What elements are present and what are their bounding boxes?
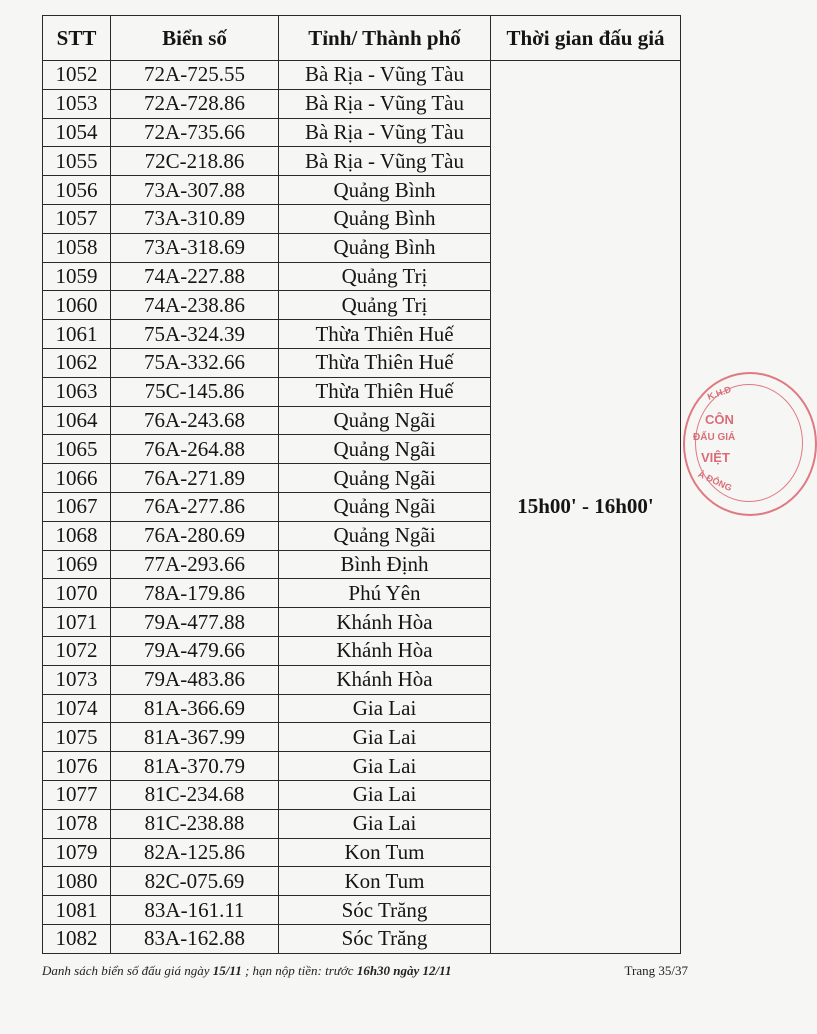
header-province: Tỉnh/ Thành phố	[279, 16, 491, 61]
row-stt: 1055	[43, 147, 111, 176]
row-stt: 1068	[43, 521, 111, 550]
row-plate: 72A-735.66	[111, 118, 279, 147]
row-stt: 1063	[43, 377, 111, 406]
row-stt: 1057	[43, 204, 111, 233]
row-province: Gia Lai	[279, 780, 491, 809]
row-province: Khánh Hòa	[279, 636, 491, 665]
row-province: Thừa Thiên Huế	[279, 348, 491, 377]
row-plate: 76A-271.89	[111, 464, 279, 493]
row-plate: 75C-145.86	[111, 377, 279, 406]
row-plate: 81C-234.68	[111, 780, 279, 809]
row-stt: 1080	[43, 867, 111, 896]
row-province: Phú Yên	[279, 579, 491, 608]
row-stt: 1062	[43, 348, 111, 377]
footer-note	[42, 963, 451, 979]
row-stt: 1071	[43, 608, 111, 637]
row-plate: 75A-332.66	[111, 348, 279, 377]
row-stt: 1077	[43, 780, 111, 809]
row-stt: 1060	[43, 291, 111, 320]
header-auction-time: Thời gian đấu giá	[491, 16, 681, 61]
row-stt: 1078	[43, 809, 111, 838]
row-province: Gia Lai	[279, 694, 491, 723]
row-province: Sóc Trăng	[279, 924, 491, 953]
row-province: Gia Lai	[279, 723, 491, 752]
row-province: Quảng Bình	[279, 233, 491, 262]
row-stt: 1081	[43, 896, 111, 925]
row-stt: 1066	[43, 464, 111, 493]
row-province: Quảng Ngãi	[279, 435, 491, 464]
row-province: Gia Lai	[279, 752, 491, 781]
stamp-text: VIỆT	[701, 450, 730, 465]
row-plate: 81C-238.88	[111, 809, 279, 838]
table-header-row	[43, 16, 681, 61]
row-province: Bà Rịa - Vũng Tàu	[279, 89, 491, 118]
row-plate: 83A-161.11	[111, 896, 279, 925]
row-plate: 81A-366.69	[111, 694, 279, 723]
row-plate: 72A-725.55	[111, 61, 279, 90]
row-plate: 81A-367.99	[111, 723, 279, 752]
stamp-text: CÔN	[705, 412, 734, 427]
row-stt: 1073	[43, 665, 111, 694]
row-plate: 78A-179.86	[111, 579, 279, 608]
row-stt: 1069	[43, 550, 111, 579]
row-province: Quảng Bình	[279, 204, 491, 233]
row-stt: 1070	[43, 579, 111, 608]
row-province: Bà Rịa - Vũng Tàu	[279, 118, 491, 147]
row-province: Kon Tum	[279, 867, 491, 896]
row-stt: 1058	[43, 233, 111, 262]
row-province: Quảng Trị	[279, 291, 491, 320]
row-plate: 76A-243.68	[111, 406, 279, 435]
row-stt: 1061	[43, 320, 111, 349]
row-plate: 76A-280.69	[111, 521, 279, 550]
row-plate: 74A-227.88	[111, 262, 279, 291]
plates-table	[42, 15, 681, 954]
stamp-text: K.H.Đ	[706, 384, 733, 402]
row-plate: 73A-310.89	[111, 204, 279, 233]
stamp-text: À ĐÔNG	[696, 468, 734, 494]
row-province: Sóc Trăng	[279, 896, 491, 925]
row-province: Quảng Ngãi	[279, 464, 491, 493]
footer-deadline: 16h30 ngày 12/11	[356, 963, 452, 978]
header-stt: STT	[43, 16, 111, 61]
row-province: Bình Định	[279, 550, 491, 579]
header-plate: Biển số	[111, 16, 279, 61]
row-province: Quảng Trị	[279, 262, 491, 291]
row-province: Bà Rịa - Vũng Tàu	[279, 147, 491, 176]
row-stt: 1067	[43, 492, 111, 521]
row-plate: 75A-324.39	[111, 320, 279, 349]
row-plate: 72C-218.86	[111, 147, 279, 176]
row-province: Quảng Bình	[279, 176, 491, 205]
row-stt: 1075	[43, 723, 111, 752]
row-province: Quảng Ngãi	[279, 492, 491, 521]
row-province: Khánh Hòa	[279, 608, 491, 637]
row-stt: 1052	[43, 61, 111, 90]
row-plate: 79A-483.86	[111, 665, 279, 694]
red-seal-stamp	[683, 372, 817, 516]
row-stt: 1059	[43, 262, 111, 291]
row-province: Thừa Thiên Huế	[279, 320, 491, 349]
row-plate: 76A-277.86	[111, 492, 279, 521]
table-body	[43, 61, 681, 954]
row-province: Khánh Hòa	[279, 665, 491, 694]
row-province: Quảng Ngãi	[279, 406, 491, 435]
table-row	[43, 61, 681, 90]
row-stt: 1056	[43, 176, 111, 205]
page-number: Trang 35/37	[624, 963, 688, 978]
row-province: Kon Tum	[279, 838, 491, 867]
row-stt: 1064	[43, 406, 111, 435]
footer-auction-date: 15/11	[212, 963, 242, 978]
row-plate: 73A-318.69	[111, 233, 279, 262]
row-stt: 1072	[43, 636, 111, 665]
row-plate: 72A-728.86	[111, 89, 279, 118]
row-stt: 1076	[43, 752, 111, 781]
row-plate: 81A-370.79	[111, 752, 279, 781]
row-plate: 82C-075.69	[111, 867, 279, 896]
row-stt: 1065	[43, 435, 111, 464]
row-stt: 1053	[43, 89, 111, 118]
row-plate: 76A-264.88	[111, 435, 279, 464]
row-plate: 83A-162.88	[111, 924, 279, 953]
row-plate: 79A-479.66	[111, 636, 279, 665]
row-plate: 74A-238.86	[111, 291, 279, 320]
row-stt: 1079	[43, 838, 111, 867]
row-stt: 1054	[43, 118, 111, 147]
row-plate: 77A-293.66	[111, 550, 279, 579]
footer-middle: ; hạn nộp tiền: trước	[244, 963, 354, 978]
row-plate: 82A-125.86	[111, 838, 279, 867]
footer-prefix: Danh sách biển số đấu giá ngày	[42, 963, 210, 978]
row-province: Bà Rịa - Vũng Tàu	[279, 61, 491, 90]
row-province: Gia Lai	[279, 809, 491, 838]
row-province: Thừa Thiên Huế	[279, 377, 491, 406]
row-stt: 1082	[43, 924, 111, 953]
row-province: Quảng Ngãi	[279, 521, 491, 550]
auction-time-cell: 15h00' - 16h00'	[491, 61, 681, 954]
row-plate: 79A-477.88	[111, 608, 279, 637]
stamp-text: ĐẤU GIÁ	[693, 432, 736, 443]
row-plate: 73A-307.88	[111, 176, 279, 205]
row-stt: 1074	[43, 694, 111, 723]
